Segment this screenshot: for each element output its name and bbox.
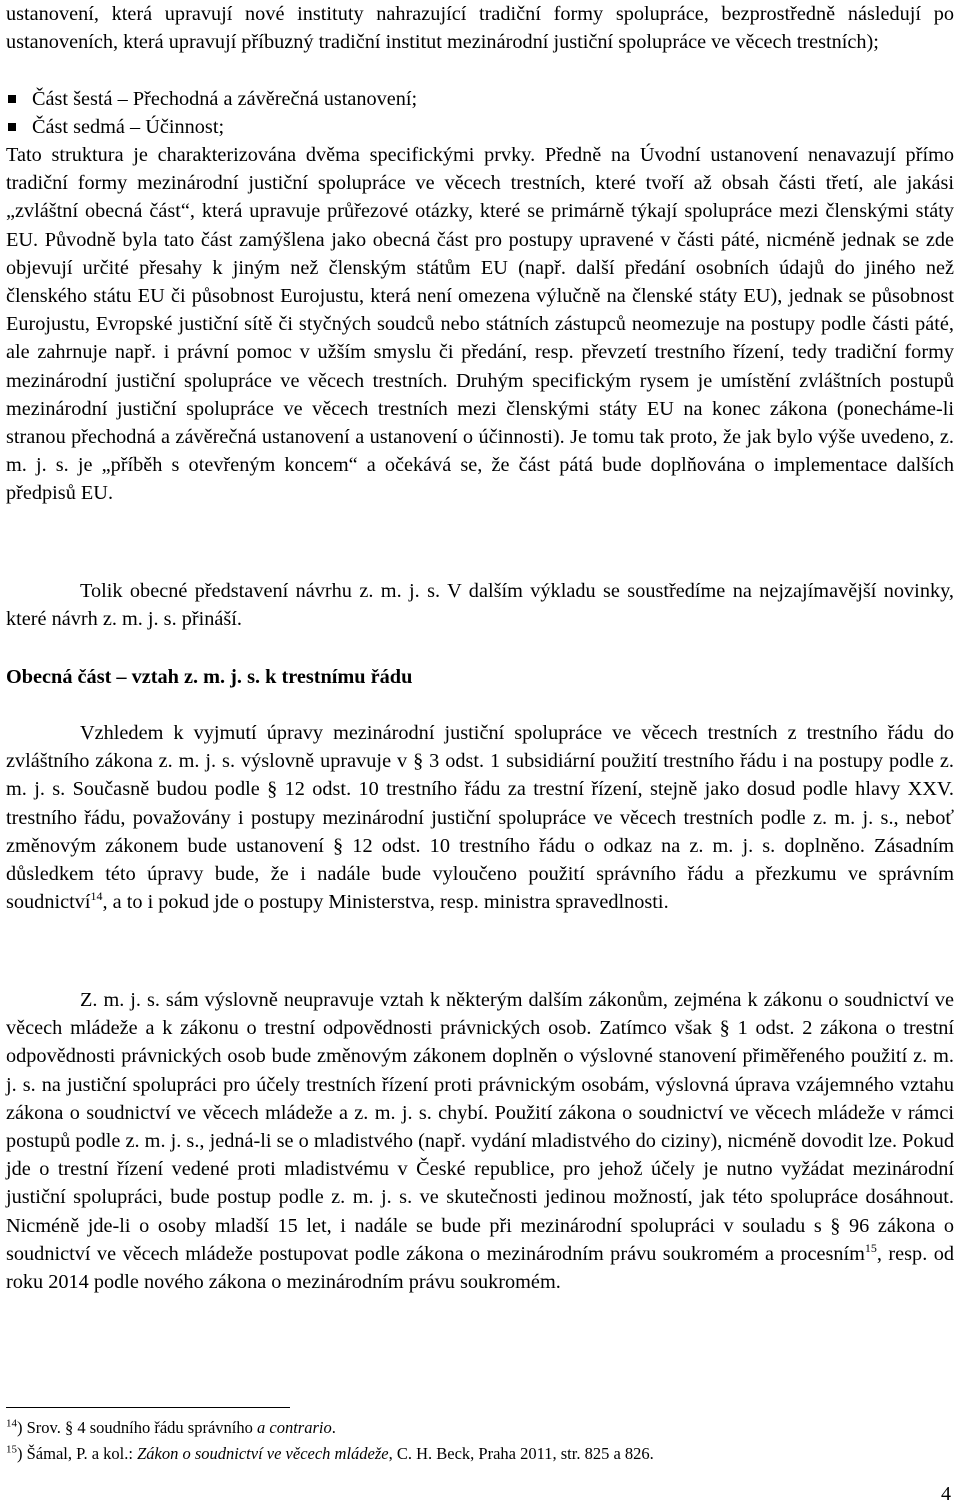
footnote-italic: Zákon o soudnictví ve věcech mládeže — [137, 1444, 389, 1463]
square-bullet-icon — [8, 95, 16, 103]
footnote-italic: a contrario — [257, 1418, 332, 1437]
section-paragraph-1 — [6, 719, 954, 916]
section-paragraph-2 — [6, 986, 954, 1296]
paragraph-text: Vzhledem k vyjmutí úpravy mezinárodní justiční spolupráce ve věcech trestních z trestního řádu do zvláštního zákona z. m. j. s. výslovně upravuje v § 3 odst. 1 subsidiární použití trestního řádu i na postupy podle z. m. j. s. Současně budou podle § 12 odst. 10 trestního řádu za trestní řízení, stejně jako dosud podle hlavy XXV. trestního řádu, považovány i postupy mezinárodní justiční spolupráce ve věcech trestních podle z. m. j. s., neboť změnovým zákonem bude ustanovení § 12 odst. 10 trestního řádu o odkaz na z. m. j. s. doplněno. Zásadním důsledkem této úpravy bude, že i nadále bude vyloučeno použití správního řádu a přezkumu ve správním soudnictví — [6, 722, 954, 914]
paragraph-text: Z. m. j. s. sám výslovně neupravuje vztah k některým dalším zákonům, zejména k zákonu o soudnictví ve věcech mládeže a k zákonu o trestní odpovědnosti právnických osob. Zatímco však § 1 odst. 2 zákona o trestní odpovědnosti právnických osob bude změnovým zákonem doplněn o výslovné stanovení přiměřeného použití z. m. j. s. na justiční spolupráci pro účely trestních řízení proti právnickým osobám, výslovná úprava vzájemného vztahu zákona o soudnictví ve věcech mládeže a z. m. j. s. chybí. Použití zákona o soudnictví ve věcech mládeže v rámci postupů podle z. m. j. s., jedná-li se o mladistvého (např. vydání mladistvého do ciziny), nicméně dovodit lze. Pokud jde o trestní řízení vedené proti mladistvému v České republice, pro jehož účely je nutno vyžádat mezinárodní justiční spolupráci, bude postup podle z. m. j. s. ve skutečnosti jedinou možností, jak této spolupráce dosáhnout. Nicméně jde-li o osoby mladší 15 let, i nadále se bude při mezinárodní spolupráci v souladu s § 96 zákona o soudnictví ve věcech mládeže postupovat podle zákona o mezinárodním právu soukromém a procesním — [6, 989, 954, 1265]
footnote-number: 14 — [6, 1417, 17, 1430]
bullet-item — [6, 85, 954, 113]
footnote-separator — [6, 1407, 290, 1408]
bullet-text: Část šestá – Přechodná a závěrečná ustanovení; — [32, 88, 418, 110]
footnote-text: ) Šámal, P. a kol.: — [17, 1444, 138, 1463]
square-bullet-icon — [8, 123, 16, 131]
summary-paragraph: Tolik obecné představení návrhu z. m. j. s. V dalším výkladu se soustředíme na nejzajímavější novinky, které návrh z. m. j. s. přináší. — [6, 580, 954, 631]
footnote-14 — [6, 1417, 954, 1439]
structure-paragraph: Tato struktura je charakterizována dvěma specifickými prvky. Předně na Úvodní ustanovení nenavazují přímo tradiční formy mezinárodní justiční spolupráce ve věcech trestních, které tvoří až obsah části třetí, ale jakási „zvláštní obecná část“, která upravuje průřezové otázky, které se primárně týkají spolupráce mezi členskými státy EU. Původně byla tato část zamýšlena jako obecná část pro postupy upravené v části páté, nicméně jednak se zde objevují určité přesahy k jiným než členským státům EU (např. další předání osobních údajů do jiného než členského státu EU či působnost Eurojustu, která není omezena výlučně na členské státy EU), jednak se působnost Eurojustu, Evropské justiční sítě či styčných soudců nebo státních zástupců neomezuje na postupy podle části páté, ale zahrnuje např. i právní pomoc v užším smyslu či předání, resp. převzetí trestního řízení, tedy tradiční formy mezinárodní justiční spolupráce ve věcech trestních. Druhým specifickým rysem je umístění zvláštních postupů mezinárodní justiční spolupráce ve věcech trestních mezi členskými státy EU na konec zákona (ponecháme-li stranou přechodná a závěrečná ustanovení a ustanovení o účinnosti). Je tomu tak proto, že jak bylo výše uvedeno, z. m. j. s. je „příběh s otevřeným koncem“ a očekává se, že část pátá bude doplňována o implementace dalších předpisů EU. — [6, 144, 954, 505]
bullet-text: Část sedmá – Účinnost; — [32, 116, 225, 138]
section-heading: Obecná část – vztah z. m. j. s. k trestnímu řádu — [6, 666, 413, 688]
paragraph-text: , resp. od roku 2014 podle nového zákona o mezinárodním právu soukromém. — [6, 1242, 954, 1294]
footnote-text-end: . — [331, 1418, 336, 1437]
footnote-ref-14[interactable]: 14 — [90, 889, 103, 904]
footnote-text-end: , C. H. Beck, Praha 2011, str. 825 a 826. — [388, 1444, 654, 1463]
footnote-15 — [6, 1443, 954, 1465]
bullet-item — [6, 113, 954, 141]
intro-continuation: ustanovení, která upravují nové instituty nahrazující tradiční formy spolupráce, bezprostředně následují po ustanoveních, která upravují příbuzný tradiční institut mezinárodní justiční spolupráce ve věcech trestních); — [6, 3, 954, 54]
footnote-ref-15[interactable]: 15 — [864, 1241, 877, 1256]
page-number: 4 — [941, 1483, 951, 1505]
footnote-number: 15 — [6, 1443, 17, 1456]
footnote-text: ) Srov. § 4 soudního řádu správního — [17, 1418, 257, 1437]
paragraph-text: , a to i pokud jde o postupy Ministerstva, resp. ministra spravedlnosti. — [102, 891, 669, 914]
